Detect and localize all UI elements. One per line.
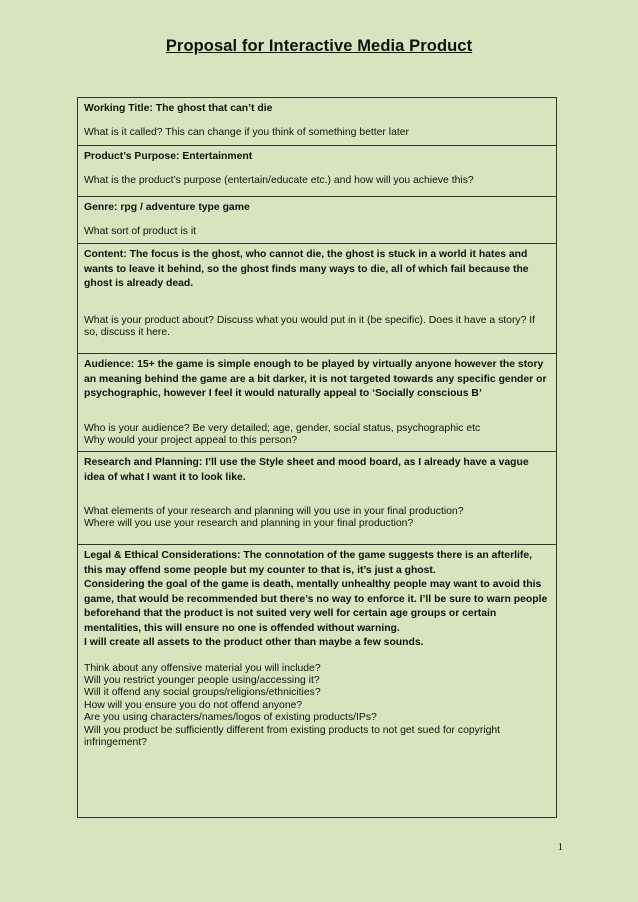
section-heading: Research and Planning: I’ll use the Style sheet and mood board, as I already have a vague idea of what I want it to look like. xyxy=(84,457,529,483)
section-legal-ethical xyxy=(78,544,556,817)
section-heading: Audience: 15+ the game is simple enough to be played by virtually anyone however the story an meaning behind the game are a bit darker, it is not targeted towards any specific gender or psychographic, however I feel it would naturally appeal to ‘Socially conscious B’ xyxy=(84,359,547,399)
section-heading: Working Title: The ghost that can’t die xyxy=(84,103,273,114)
section-prompt: Think about any offensive material you will include? Will you restrict younger people using/accessing it? Will it offend any social groups/religions/ethnicities? How will you ensure you do not offend anyone? Are you using characters/names/logos of existing products/IPs? Will you product be sufficiently different from existing products to not get sued for copyright infringement? xyxy=(84,662,501,748)
section-prompt: What is it called? This can change if you think of something better later xyxy=(84,126,409,138)
section-content xyxy=(78,243,556,353)
section-research xyxy=(78,451,556,544)
section-genre xyxy=(78,196,556,243)
section-prompt: What elements of your research and planning will you use in your final production? Where will you use your research and planning in your final production? xyxy=(84,506,464,530)
page-number: 1 xyxy=(557,842,563,853)
section-heading: Legal & Ethical Considerations: The connotation of the game suggests there is an afterlife, this may offend some people but my counter to that is, it’s just a ghost. Considering the goal of the game is death, mentally unhealthy people may want to avoid this game, that would be recommended but there’s no way to enforce it. I’ll be sure to warn people beforehand that the product is not suited very well for certain age groups or certain mentalities, this will ensure no one is offended without warning. I will create all assets to the product other than maybe a few sounds. xyxy=(84,550,548,648)
section-heading: Content: The focus is the ghost, who cannot die, the ghost is stuck in a world it hates and wants to leave it behind, so the ghost finds many ways to die, all of which fail because the ghost is already dead. xyxy=(84,249,529,289)
section-prompt: What is the product’s purpose (entertain/educate etc.) and how will you achieve this? xyxy=(84,174,474,186)
section-prompt: What sort of product is it xyxy=(84,225,197,237)
proposal-table xyxy=(77,97,557,818)
section-heading: Genre: rpg / adventure type game xyxy=(84,202,250,213)
section-prompt: Who is your audience? Be very detailed; age, gender, social status, psychographic etc Why would your project appeal to this person? xyxy=(84,422,481,446)
page-title: Proposal for Interactive Media Product xyxy=(165,37,473,55)
section-heading: Product’s Purpose: Entertainment xyxy=(84,151,253,162)
section-purpose xyxy=(78,145,556,196)
section-audience xyxy=(78,353,556,451)
section-prompt: What is your product about? Discuss what you would put in it (be specific). Does it have a story? If so, discuss it here. xyxy=(84,314,536,338)
section-working-title xyxy=(78,98,556,145)
